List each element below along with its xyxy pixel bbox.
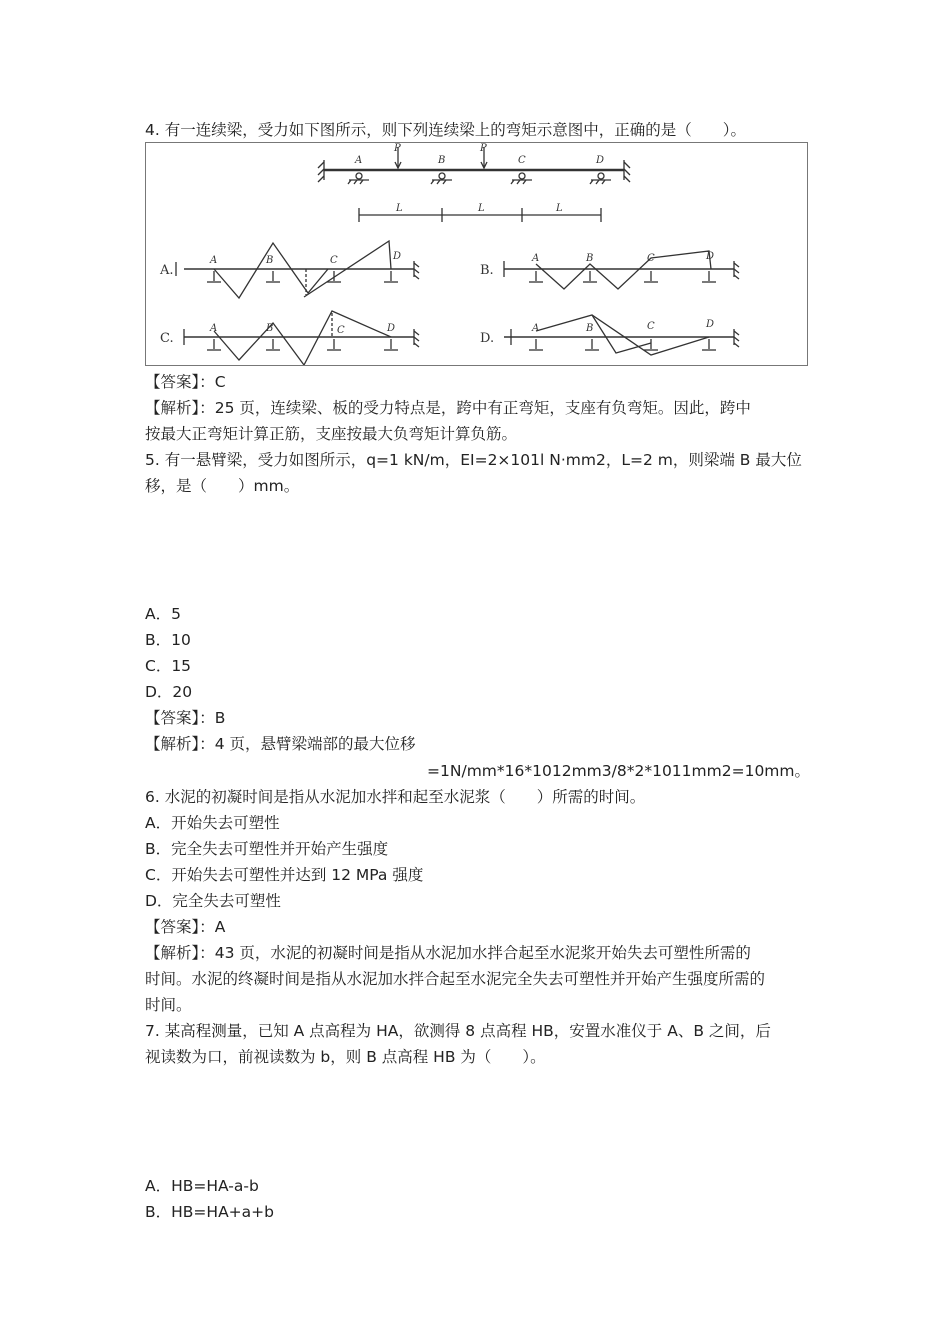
load-label-p1: P	[394, 143, 401, 154]
option-d-support-a: A	[532, 323, 540, 334]
q5-option-c: C．15	[145, 657, 192, 675]
q5-analysis-line-1: 【解析】：4 页，悬臂梁端部的最大位移	[145, 735, 416, 753]
span-label-2: L	[478, 203, 485, 214]
q5-stem-line-1: 5. 有一悬臂梁，受力如图所示，q=1 kN/m，EI=2×101l N·mm2，L=2 m，则梁端 B 最大位	[145, 451, 802, 469]
load-label-p2: P	[480, 143, 487, 154]
option-d-label: D.	[480, 331, 495, 346]
q6-analysis-line-3: 时间。	[145, 996, 192, 1014]
q6-analysis-line-2: 时间。水泥的终凝时间是指从水泥加水拌合起至水泥完全失去可塑性并开始产生强度所需的	[145, 970, 766, 988]
span-label-3: L	[556, 203, 563, 214]
q6-option-c: C．开始失去可塑性并达到 12 MPa 强度	[145, 866, 424, 884]
q7-stem-line-2: 视读数为口，前视读数为 b，则 B 点高程 HB 为（ ）。	[145, 1048, 546, 1066]
option-b-label: B.	[480, 263, 494, 278]
q6-stem: 6. 水泥的初凝时间是指从水泥加水拌和起至水泥浆（ ）所需的时间。	[145, 788, 646, 806]
option-c-support-c: C	[337, 325, 345, 336]
q7-option-b: B．HB=HA+a+b	[145, 1203, 274, 1221]
option-c-support-d: D	[387, 323, 396, 334]
option-b-support-a: A	[532, 253, 540, 264]
option-a-support-c: C	[330, 255, 338, 266]
option-a-support-b: B	[266, 255, 274, 266]
option-c-support-b: B	[266, 323, 274, 334]
q4-stem: 4. 有一连续梁，受力如下图所示，则下列连续梁上的弯矩示意图中，正确的是（ ）。	[145, 121, 746, 139]
q5-stem-line-2: 移，是（ ）mm。	[145, 477, 300, 495]
option-c-diagram	[184, 311, 419, 365]
q7-stem-line-1: 7. 某高程测量，已知 A 点高程为 HA，欲测得 8 点高程 HB，安置水准仪于 A、B 之间，后	[145, 1022, 771, 1040]
support-label-d: D	[596, 155, 605, 166]
option-a-support-a: A	[210, 255, 218, 266]
q4-analysis-line-1: 【解析】：25 页，连续梁、板的受力特点是，跨中有正弯矩，支座有负弯矩。因此，跨中	[145, 399, 751, 417]
continuous-beam-diagram	[318, 147, 630, 222]
q5-answer: 【答案】：B	[145, 709, 226, 727]
q5-analysis-line-2: =1N/mm*16*1012mm3/8*2*1011mm2=10mm。	[427, 762, 810, 780]
option-c-label: C.	[160, 331, 174, 346]
option-a-label: A.	[160, 263, 174, 278]
option-a-diagram	[176, 241, 419, 298]
q5-option-d: D．20	[145, 683, 193, 701]
option-d-support-d: D	[706, 319, 715, 330]
support-label-c: C	[518, 155, 526, 166]
support-label-b: B	[438, 155, 446, 166]
option-b-support-c: C	[647, 253, 655, 264]
beam-moment-diagram-figure	[145, 142, 808, 366]
option-c-support-a: A	[210, 323, 218, 334]
option-d-support-b: B	[586, 323, 594, 334]
q4-analysis-line-2: 按最大正弯矩计算正筋，支座按最大负弯矩计算负筋。	[145, 425, 518, 443]
q5-option-a: A．5	[145, 605, 181, 623]
option-a-support-d: D	[393, 251, 402, 262]
support-label-a: A	[355, 155, 363, 166]
q6-option-b: B．完全失去可塑性并开始产生强度	[145, 840, 389, 858]
span-label-1: L	[396, 203, 403, 214]
option-b-support-b: B	[586, 253, 594, 264]
q7-option-a: A．HB=HA-a-b	[145, 1177, 259, 1195]
q6-option-a: A．开始失去可塑性	[145, 814, 280, 832]
q6-option-d: D．完全失去可塑性	[145, 892, 281, 910]
q5-option-b: B．10	[145, 631, 191, 649]
option-d-support-c: C	[647, 321, 655, 332]
q6-analysis-line-1: 【解析】：43 页，水泥的初凝时间是指从水泥加水拌合起至水泥浆开始失去可塑性所需的	[145, 944, 751, 962]
q6-answer: 【答案】：A	[145, 918, 226, 936]
option-b-diagram	[504, 251, 739, 289]
option-d-diagram	[504, 315, 739, 355]
option-b-support-d: D	[706, 251, 715, 262]
q4-answer: 【答案】：C	[145, 373, 226, 391]
